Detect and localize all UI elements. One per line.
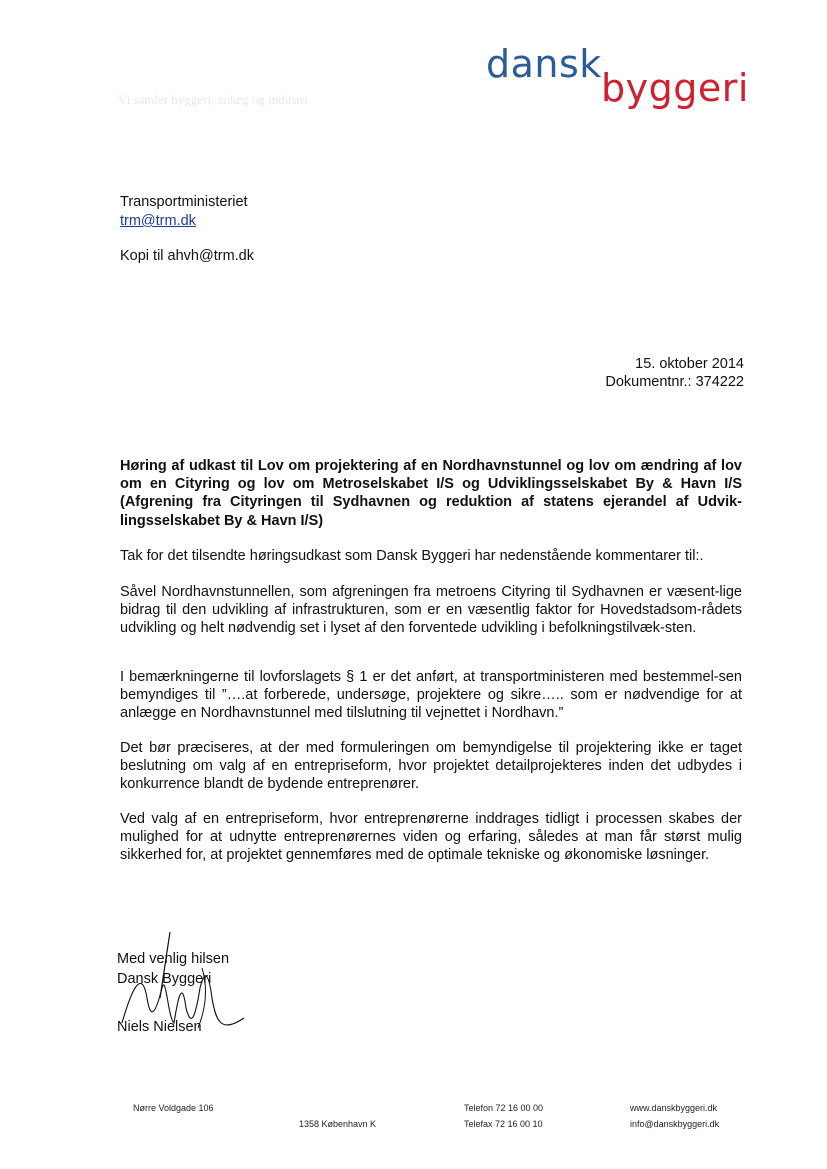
closing: Med venlig hilsen — [117, 951, 230, 967]
paragraph-3: I bemærkningerne til lovforslagets § 1 er det anført, at transportministeren med bestemmel-sen bemyndiges til ”….at forberede, undersøge, projektere og sikre….. som er nødvendige for at anlægge en Nordhavnstunnel med tilslutning til vejnettet i Nordhavn.” — [120, 669, 742, 722]
date-block — [605, 355, 744, 391]
paragraph-2: Såvel Nordhavnstunnellen, som afgreningen fra metroens Cityring til Sydhavnen er væsent-lige bidrag til den udvikling af infrastrukturen, som er en væsentlig faktor for Hovedstadsom-rådets udvikling og helt nødvendig set i lyset af den forventede udvikling i befolkningstilvæk-sten. — [120, 584, 742, 637]
footer-phone: Telefon 72 16 00 00 — [464, 1103, 544, 1113]
logo-word-dansk: dansk — [486, 42, 602, 86]
footer-website: www.danskbyggeri.dk — [630, 1103, 718, 1113]
footer-email: info@danskbyggeri.dk — [630, 1119, 720, 1129]
recipient-email-link[interactable]: trm@trm.dk — [120, 213, 196, 229]
paragraph-1: Tak for det tilsendte høringsudkast som Dansk Byggeri har nedenstående kommentarer til:. — [120, 548, 704, 564]
document-number: Dokumentnr.: 374222 — [605, 374, 744, 390]
recipient-block — [120, 193, 248, 231]
signatory-name: Niels Nielsen — [117, 1019, 202, 1035]
subject-heading: Høring af udkast til Lov om projektering af en Nordhavnstunnel og lov om ændring af lov om en Cityring og lov om Metroselskabet I/S og Udviklingsselskabet By & Havn I/S (Afgrening fra Cityringen til Sydhavnen og reduktion af statens ejerandel af Udvik-lingsselskabet By & Havn I/S) — [120, 458, 742, 529]
letter-date: 15. oktober 2014 — [635, 356, 744, 372]
paragraph-5: Ved valg af en entrepriseform, hvor entreprenørerne inddrages tidligt i processen skabes der mulighed for at udnytte entreprenørernes viden og erfaring, således at man får størst mulig sikkerhed for, at projektet gennemføres med de optimale tekniske og økonomiske løsninger. — [120, 811, 742, 864]
logo-word-byggeri: byggeri — [601, 66, 749, 110]
signature-organization: Dansk Byggeri — [117, 971, 212, 987]
recipient-name: Transportministeriet — [120, 194, 248, 210]
footer-city: 1358 København K — [299, 1119, 377, 1129]
signature-block — [117, 949, 229, 1037]
paragraph-4: Det bør præciseres, at der med formuleringen om bemyndigelse til projektering ikke er taget beslutning om valg af en entrepriseform, hvor projektet detailprojekteres inden det udbydes i konkurrence blandt de bydende entreprenører. — [120, 740, 742, 793]
footer-street: Nørre Voldgade 106 — [133, 1103, 214, 1113]
copy-recipient: Kopi til ahvh@trm.dk — [120, 248, 254, 264]
footer-fax: Telefax 72 16 00 10 — [464, 1119, 543, 1129]
dansk-byggeri-logo — [486, 42, 749, 110]
tagline: Vi samler byggeri, anlæg og industri — [118, 92, 308, 107]
